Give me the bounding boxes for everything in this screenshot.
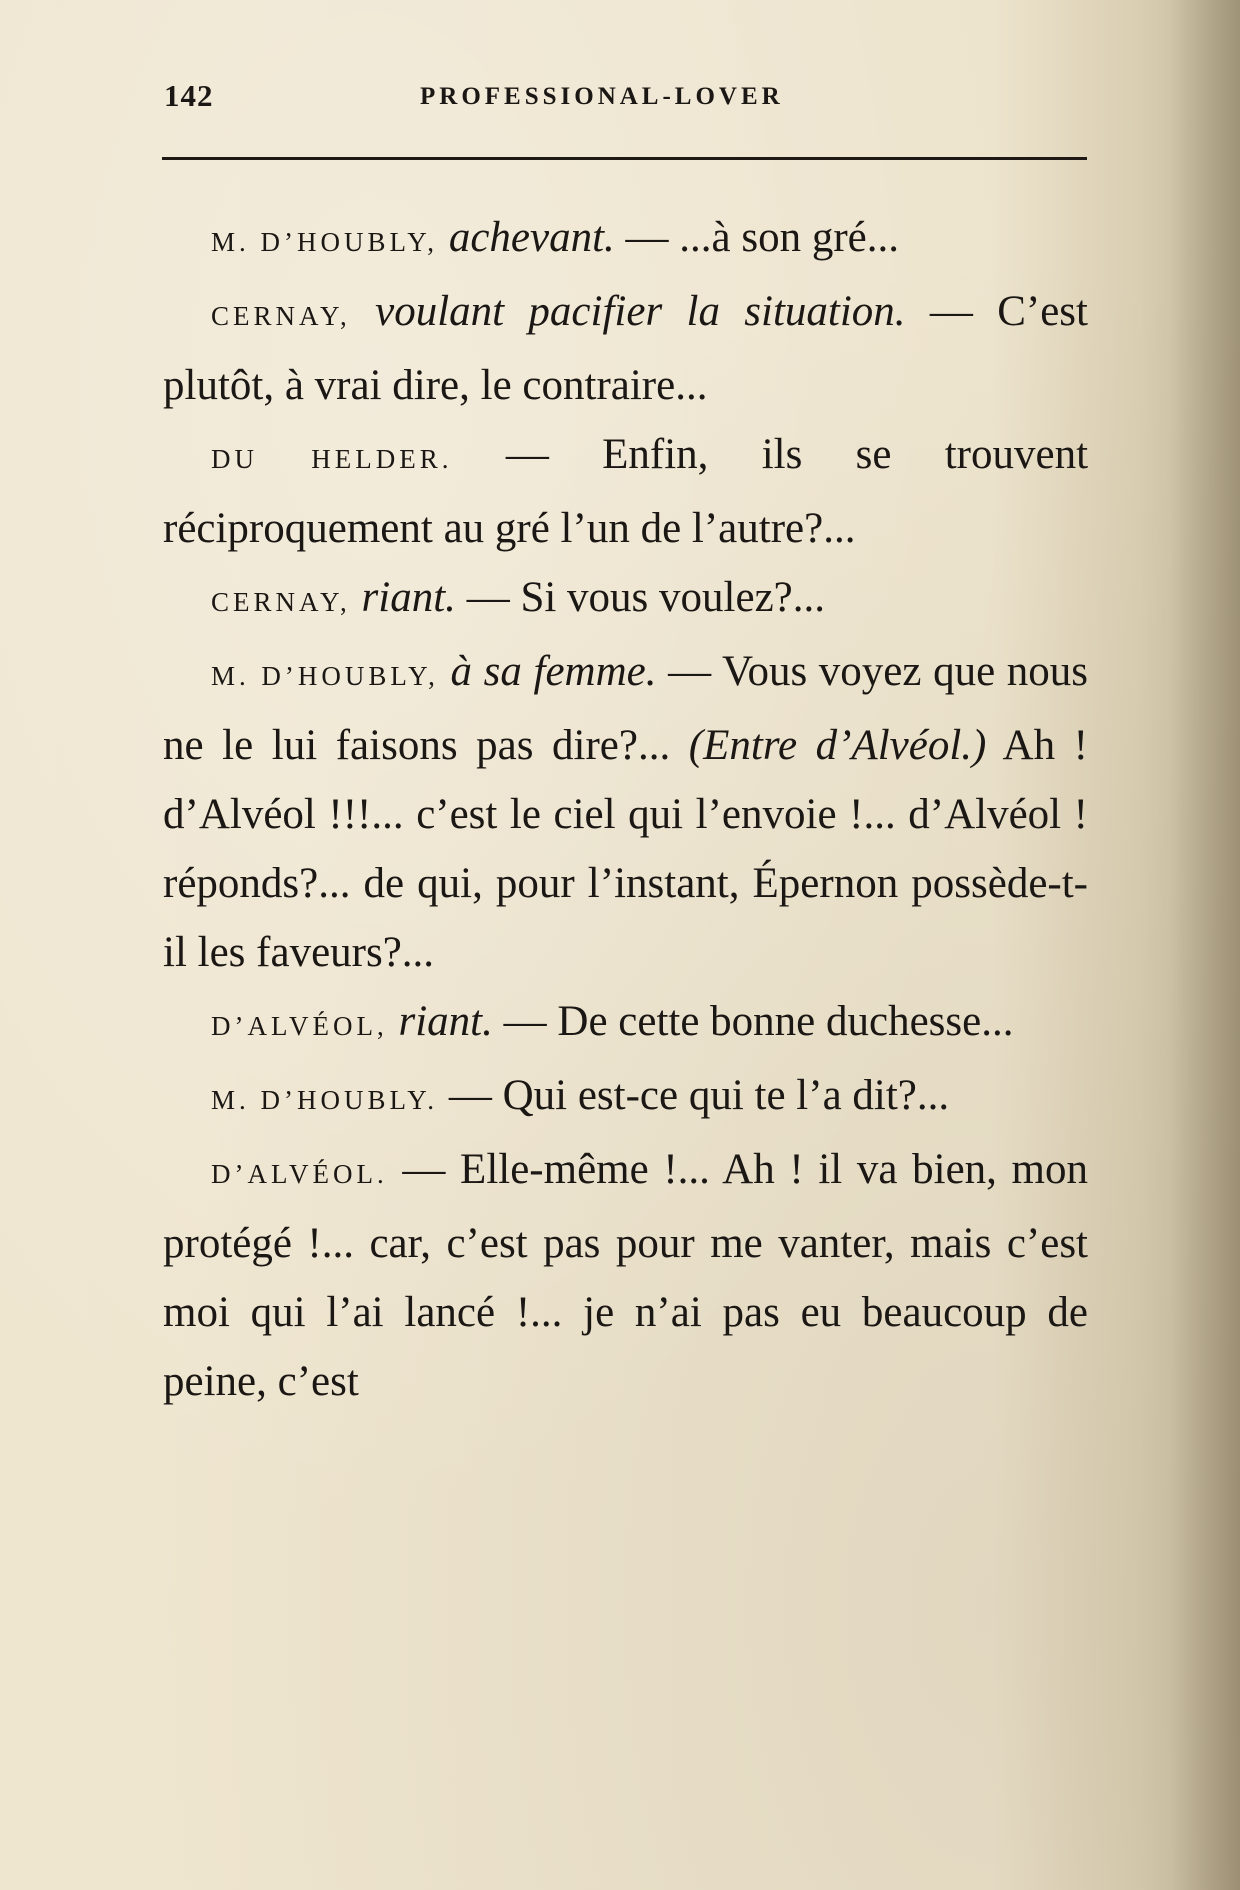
- speaker-name: D’ALVÉOL,: [211, 1011, 388, 1041]
- dialogue-text: — ...à son gré...: [625, 214, 899, 261]
- page-header: [162, 78, 1087, 118]
- dialogue-paragraph: [163, 637, 1088, 987]
- dialogue-text: — De cette bonne duchesse...: [503, 998, 1014, 1045]
- speaker-name: M. D’HOUBLY,: [211, 661, 439, 691]
- speaker-name: CERNAY,: [211, 587, 351, 617]
- page-edge-shadow: [1170, 0, 1240, 1890]
- dialogue-paragraph: [163, 420, 1088, 563]
- stage-direction: voulant pacifier la situation.: [375, 288, 906, 335]
- dialogue-text: — C’est plutôt, à vrai dire, le contraire...: [163, 288, 1088, 409]
- running-title: PROFESSIONAL-LOVER: [420, 83, 784, 110]
- header-rule: [162, 157, 1087, 160]
- dialogue-paragraph: [163, 563, 1088, 637]
- speaker-name: DU HELDER.: [211, 444, 453, 474]
- dialogue-text: — Enfin, ils se trouvent réciproquement au gré l’un de l’autre?...: [163, 431, 1089, 552]
- speaker-name: M. D’HOUBLY.: [211, 1085, 439, 1115]
- dialogue-paragraph: [163, 1061, 1088, 1135]
- dialogue-paragraph: [163, 1135, 1088, 1416]
- dialogue-paragraph: [163, 987, 1088, 1061]
- page-text: [163, 203, 1088, 1416]
- dialogue-text-continued: Ah ! d’Alvéol !!!... c’est le ciel qui l’envoie !... d’Alvéol ! réponds?... de qui, pour l’instant, Épernon possède-t-il les faveurs?...: [163, 722, 1088, 976]
- stage-direction: riant.: [398, 998, 493, 1045]
- dialogue-text: — Si vous voulez?...: [466, 574, 825, 621]
- stage-direction: à sa femme.: [450, 648, 657, 695]
- dialogue-text: — Vous voyez que nous ne le lui faisons pas dire?...: [163, 648, 1089, 769]
- page-number: 142: [164, 78, 214, 113]
- dialogue-text: — Elle-même !... Ah ! il va bien, mon protégé !... car, c’est pas pour me vanter, mais c’est moi qui l’ai lancé !... je n’ai pas eu beaucoup de peine, c’est: [163, 1146, 1089, 1405]
- speaker-name: D’ALVÉOL.: [211, 1159, 388, 1189]
- stage-direction: achevant.: [448, 214, 615, 261]
- inline-stage-direction: (Entre d’Alvéol.): [688, 722, 987, 769]
- dialogue-paragraph: [163, 203, 1088, 277]
- dialogue-text: — Qui est-ce qui te l’a dit?...: [448, 1072, 950, 1119]
- dialogue-paragraph: [163, 277, 1088, 420]
- speaker-name: M. D’HOUBLY,: [211, 227, 439, 257]
- stage-direction: riant.: [361, 574, 456, 621]
- speaker-name: CERNAY,: [211, 301, 351, 331]
